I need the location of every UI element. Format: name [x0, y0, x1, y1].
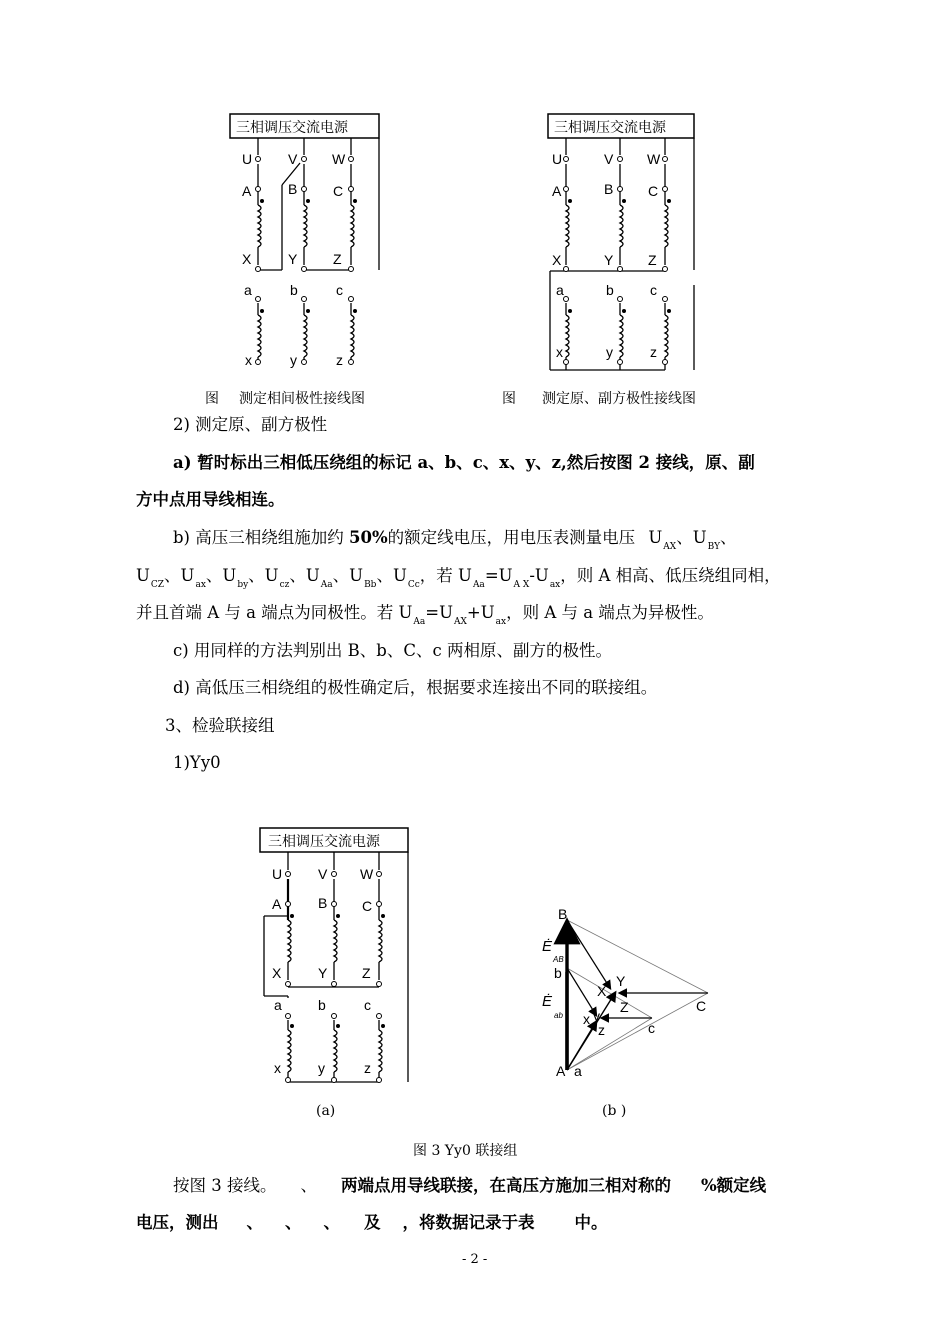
svg-text:Ė: Ė: [542, 938, 553, 955]
bottom-line1: 按图 3 接线。 、 两端点用导线联接，在高压方施加三相对称的 %额定线: [173, 1176, 767, 1195]
fig1-box-label: 三相调压交流电源: [236, 119, 348, 135]
subsection-yy0: 1)Yy0: [173, 753, 221, 772]
svg-text:V: V: [288, 151, 298, 167]
svg-text:c: c: [364, 997, 371, 1013]
svg-text:Y: Y: [288, 251, 298, 267]
svg-text:W: W: [332, 151, 346, 167]
svg-text:U: U: [242, 151, 253, 167]
fig3a-label: (a): [316, 1103, 336, 1119]
svg-text:ab: ab: [554, 1011, 563, 1020]
svg-text:B: B: [604, 181, 614, 197]
section-2-heading: 2) 测定原、副方极性: [173, 415, 328, 434]
svg-text:U: U: [552, 151, 563, 167]
svg-text:Z: Z: [333, 251, 342, 267]
svg-text:X: X: [597, 983, 607, 999]
svg-text:A: A: [556, 1063, 566, 1079]
svg-text:x: x: [583, 1011, 590, 1027]
svg-text:A: A: [242, 183, 252, 199]
step-d: d) 高低压三相绕组的极性确定后，根据要求连接出不同的联接组。: [173, 678, 658, 697]
svg-text:X: X: [272, 965, 282, 981]
svg-text:X: X: [552, 252, 562, 268]
svg-text:x: x: [274, 1060, 281, 1076]
svg-text:a: a: [556, 282, 564, 298]
svg-text:V: V: [604, 151, 614, 167]
step-b-line2: $U_{CZ}$、$U_{ax}$、$U_{by}$、$U_{cz}$、$U_{Aa}$、$U_{Bb}$、$U_{Cc}$，若 $U_{Aa}=U_{A X}-U_{ax}$，则 A 相高、低压绕组同相，: [136, 566, 781, 590]
svg-text:Z: Z: [362, 965, 371, 981]
svg-text:C: C: [696, 998, 707, 1014]
svg-text:AB: AB: [553, 955, 564, 964]
fig3-caption: 图 3 Yy0 联接组: [413, 1143, 518, 1159]
svg-text:B: B: [318, 895, 328, 911]
svg-text:C: C: [333, 183, 344, 199]
svg-text:x: x: [245, 352, 252, 368]
svg-text:a: a: [574, 1063, 582, 1079]
svg-text:b: b: [290, 282, 298, 298]
svg-text:C: C: [362, 898, 373, 914]
svg-text:C: C: [648, 183, 659, 199]
svg-text:a: a: [244, 282, 252, 298]
svg-text:y: y: [290, 352, 297, 368]
step-b-line1: b) 高压三相绕组施加约 50%的额定线电压，用电压表测量电压 $U_{AX}$、$U_{BY}$、: [173, 528, 737, 552]
figure-3a-yy0-wiring-diagram: [250, 820, 420, 1090]
svg-text:y: y: [318, 1060, 325, 1076]
svg-text:X: X: [242, 251, 252, 267]
svg-text:Z: Z: [620, 999, 629, 1015]
bottom-line2: 电压，测出 、 、 、 及 ，将数据记录于表 中。: [136, 1213, 608, 1232]
svg-text:a: a: [274, 997, 282, 1013]
svg-text:Z: Z: [648, 252, 657, 268]
svg-text:Y: Y: [318, 965, 328, 981]
svg-text:y: y: [593, 1008, 600, 1024]
step-c: c) 用同样的方法判别出 B、b、C、c 两相原、副方的极性。: [173, 641, 612, 660]
svg-text:Y: Y: [604, 252, 614, 268]
fig2-box-label: 三相调压交流电源: [554, 119, 666, 135]
svg-text:b: b: [606, 282, 614, 298]
svg-text:b: b: [554, 965, 562, 981]
svg-text:W: W: [647, 151, 661, 167]
svg-text:x: x: [556, 344, 563, 360]
svg-text:A: A: [272, 896, 282, 912]
svg-text:B: B: [558, 906, 568, 922]
step-a-line1: a) 暂时标出三相低压绕组的标记 a、b、c、x、y、z,然后按图 2 接线，原、副: [173, 453, 755, 472]
fig3-box-label: 三相调压交流电源: [268, 833, 380, 849]
svg-text:z: z: [364, 1060, 371, 1076]
svg-text:U: U: [272, 866, 283, 882]
svg-text:Ė: Ė: [542, 993, 553, 1010]
svg-text:V: V: [318, 866, 328, 882]
svg-text:z: z: [598, 1022, 605, 1038]
figure-1-phase-polarity-diagram: [220, 105, 390, 375]
svg-text:B: B: [288, 181, 298, 197]
svg-text:z: z: [650, 344, 657, 360]
svg-text:A: A: [552, 183, 562, 199]
svg-text:c: c: [650, 282, 657, 298]
fig2-caption: 图 测定原、副方极性接线图: [502, 391, 696, 407]
svg-text:Y: Y: [616, 973, 626, 989]
svg-text:W: W: [360, 866, 374, 882]
svg-text:y: y: [606, 344, 613, 360]
section-3-heading: 3、检验联接组: [165, 716, 275, 735]
figure-3b-phasor-diagram: [530, 900, 730, 1085]
svg-text:b: b: [318, 997, 326, 1013]
figure-2-primary-secondary-polarity-diagram: [538, 105, 708, 375]
svg-text:c: c: [648, 1020, 655, 1036]
svg-text:z: z: [336, 352, 343, 368]
step-a-line2: 方中点用导线相连。: [136, 490, 285, 509]
step-b-line3: 并且首端 A 与 a 端点为同极性。若 $U_{Aa}=U_{AX}+U_{ax}$，则 A 与 a 端点为异极性。: [136, 603, 714, 627]
fig1-caption: 图 测定相间极性接线图: [205, 391, 365, 407]
svg-text:c: c: [336, 282, 343, 298]
page-number: - 2 -: [462, 1252, 488, 1267]
fig3b-label: (b ): [602, 1103, 627, 1119]
